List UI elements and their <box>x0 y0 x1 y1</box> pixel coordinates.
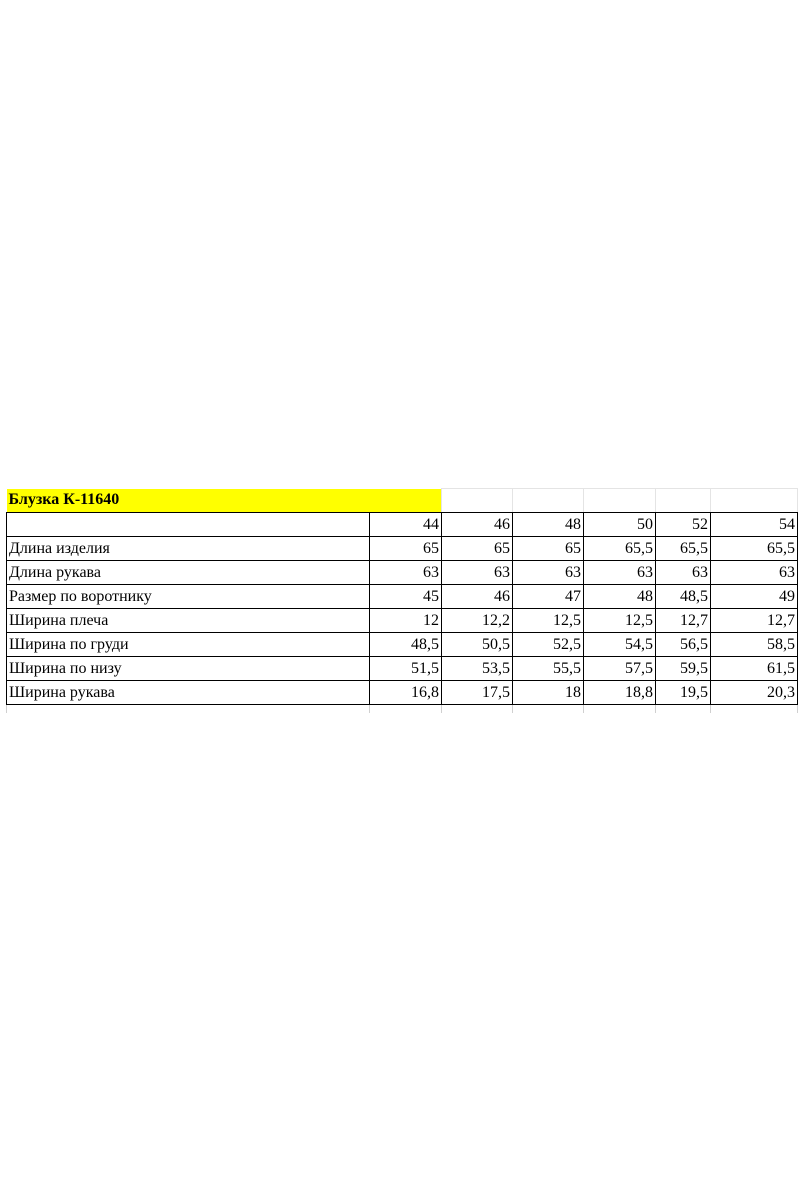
size-chart-table <box>6 488 798 713</box>
empty-cell[interactable] <box>584 489 656 513</box>
empty-cell[interactable] <box>656 705 711 714</box>
size-header-cell[interactable]: 54 <box>711 513 798 537</box>
measurement-value-cell[interactable]: 65,5 <box>656 537 711 561</box>
measurement-value-cell[interactable]: 65 <box>442 537 513 561</box>
trailing-grid-row <box>7 705 798 714</box>
measurement-row <box>7 537 798 561</box>
measurement-value-cell[interactable]: 54,5 <box>584 633 656 657</box>
measurement-value-cell[interactable]: 63 <box>442 561 513 585</box>
measurement-row <box>7 585 798 609</box>
measurement-value-cell[interactable]: 63 <box>370 561 442 585</box>
size-header-cell[interactable]: 52 <box>656 513 711 537</box>
measurement-value-cell[interactable]: 18 <box>513 681 584 705</box>
measurement-value-cell[interactable]: 49 <box>711 585 798 609</box>
measurement-value-cell[interactable]: 12,5 <box>513 609 584 633</box>
measurement-value-cell[interactable]: 48 <box>584 585 656 609</box>
empty-cell[interactable] <box>370 705 442 714</box>
measurement-value-cell[interactable]: 63 <box>711 561 798 585</box>
measurement-value-cell[interactable]: 65 <box>513 537 584 561</box>
measurement-value-cell[interactable]: 59,5 <box>656 657 711 681</box>
measurement-value-cell[interactable]: 65,5 <box>584 537 656 561</box>
measurement-value-cell[interactable]: 17,5 <box>442 681 513 705</box>
measurement-row <box>7 561 798 585</box>
product-title[interactable]: Блузка К-11640 <box>7 489 442 513</box>
empty-cell[interactable] <box>584 705 656 714</box>
size-header-cell[interactable]: 44 <box>370 513 442 537</box>
measurement-label-cell[interactable]: Длина рукава <box>7 561 370 585</box>
measurement-row <box>7 633 798 657</box>
measurement-value-cell[interactable]: 58,5 <box>711 633 798 657</box>
measurement-value-cell[interactable]: 50,5 <box>442 633 513 657</box>
empty-cell[interactable] <box>513 489 584 513</box>
measurement-value-cell[interactable]: 19,5 <box>656 681 711 705</box>
title-row <box>7 489 798 513</box>
empty-cell[interactable] <box>513 705 584 714</box>
measurement-label-cell[interactable]: Размер по воротнику <box>7 585 370 609</box>
measurement-value-cell[interactable]: 63 <box>656 561 711 585</box>
measurement-value-cell[interactable]: 12,7 <box>711 609 798 633</box>
measurement-value-cell[interactable]: 18,8 <box>584 681 656 705</box>
measurement-value-cell[interactable]: 48,5 <box>370 633 442 657</box>
measurement-value-cell[interactable]: 45 <box>370 585 442 609</box>
measurement-row <box>7 609 798 633</box>
spreadsheet-table-area <box>6 488 798 713</box>
size-header-row <box>7 513 798 537</box>
measurement-value-cell[interactable]: 57,5 <box>584 657 656 681</box>
measurement-label-cell[interactable]: Ширина по груди <box>7 633 370 657</box>
measurement-value-cell[interactable]: 61,5 <box>711 657 798 681</box>
measurement-row <box>7 681 798 705</box>
measurement-value-cell[interactable]: 65 <box>370 537 442 561</box>
measurement-value-cell[interactable]: 51,5 <box>370 657 442 681</box>
empty-cell[interactable] <box>711 489 798 513</box>
measurement-value-cell[interactable]: 63 <box>513 561 584 585</box>
measurement-label-cell[interactable]: Ширина по низу <box>7 657 370 681</box>
measurement-value-cell[interactable]: 56,5 <box>656 633 711 657</box>
measurement-label-cell[interactable]: Ширина рукава <box>7 681 370 705</box>
empty-cell[interactable] <box>442 705 513 714</box>
measurement-value-cell[interactable]: 65,5 <box>711 537 798 561</box>
size-header-label-cell[interactable] <box>7 513 370 537</box>
measurement-value-cell[interactable]: 47 <box>513 585 584 609</box>
measurement-value-cell[interactable]: 52,5 <box>513 633 584 657</box>
measurement-value-cell[interactable]: 55,5 <box>513 657 584 681</box>
size-header-cell[interactable]: 46 <box>442 513 513 537</box>
measurement-value-cell[interactable]: 20,3 <box>711 681 798 705</box>
measurement-value-cell[interactable]: 63 <box>584 561 656 585</box>
empty-cell[interactable] <box>442 489 513 513</box>
measurement-value-cell[interactable]: 48,5 <box>656 585 711 609</box>
measurement-value-cell[interactable]: 12,7 <box>656 609 711 633</box>
measurement-label-cell[interactable]: Ширина плеча <box>7 609 370 633</box>
measurement-row <box>7 657 798 681</box>
measurement-value-cell[interactable]: 12,2 <box>442 609 513 633</box>
measurement-value-cell[interactable]: 16,8 <box>370 681 442 705</box>
measurement-value-cell[interactable]: 46 <box>442 585 513 609</box>
measurement-label-cell[interactable]: Длина изделия <box>7 537 370 561</box>
size-header-cell[interactable]: 50 <box>584 513 656 537</box>
empty-cell[interactable] <box>656 489 711 513</box>
measurement-value-cell[interactable]: 53,5 <box>442 657 513 681</box>
measurement-value-cell[interactable]: 12,5 <box>584 609 656 633</box>
size-header-cell[interactable]: 48 <box>513 513 584 537</box>
empty-cell[interactable] <box>7 705 370 714</box>
measurement-value-cell[interactable]: 12 <box>370 609 442 633</box>
empty-cell[interactable] <box>711 705 798 714</box>
